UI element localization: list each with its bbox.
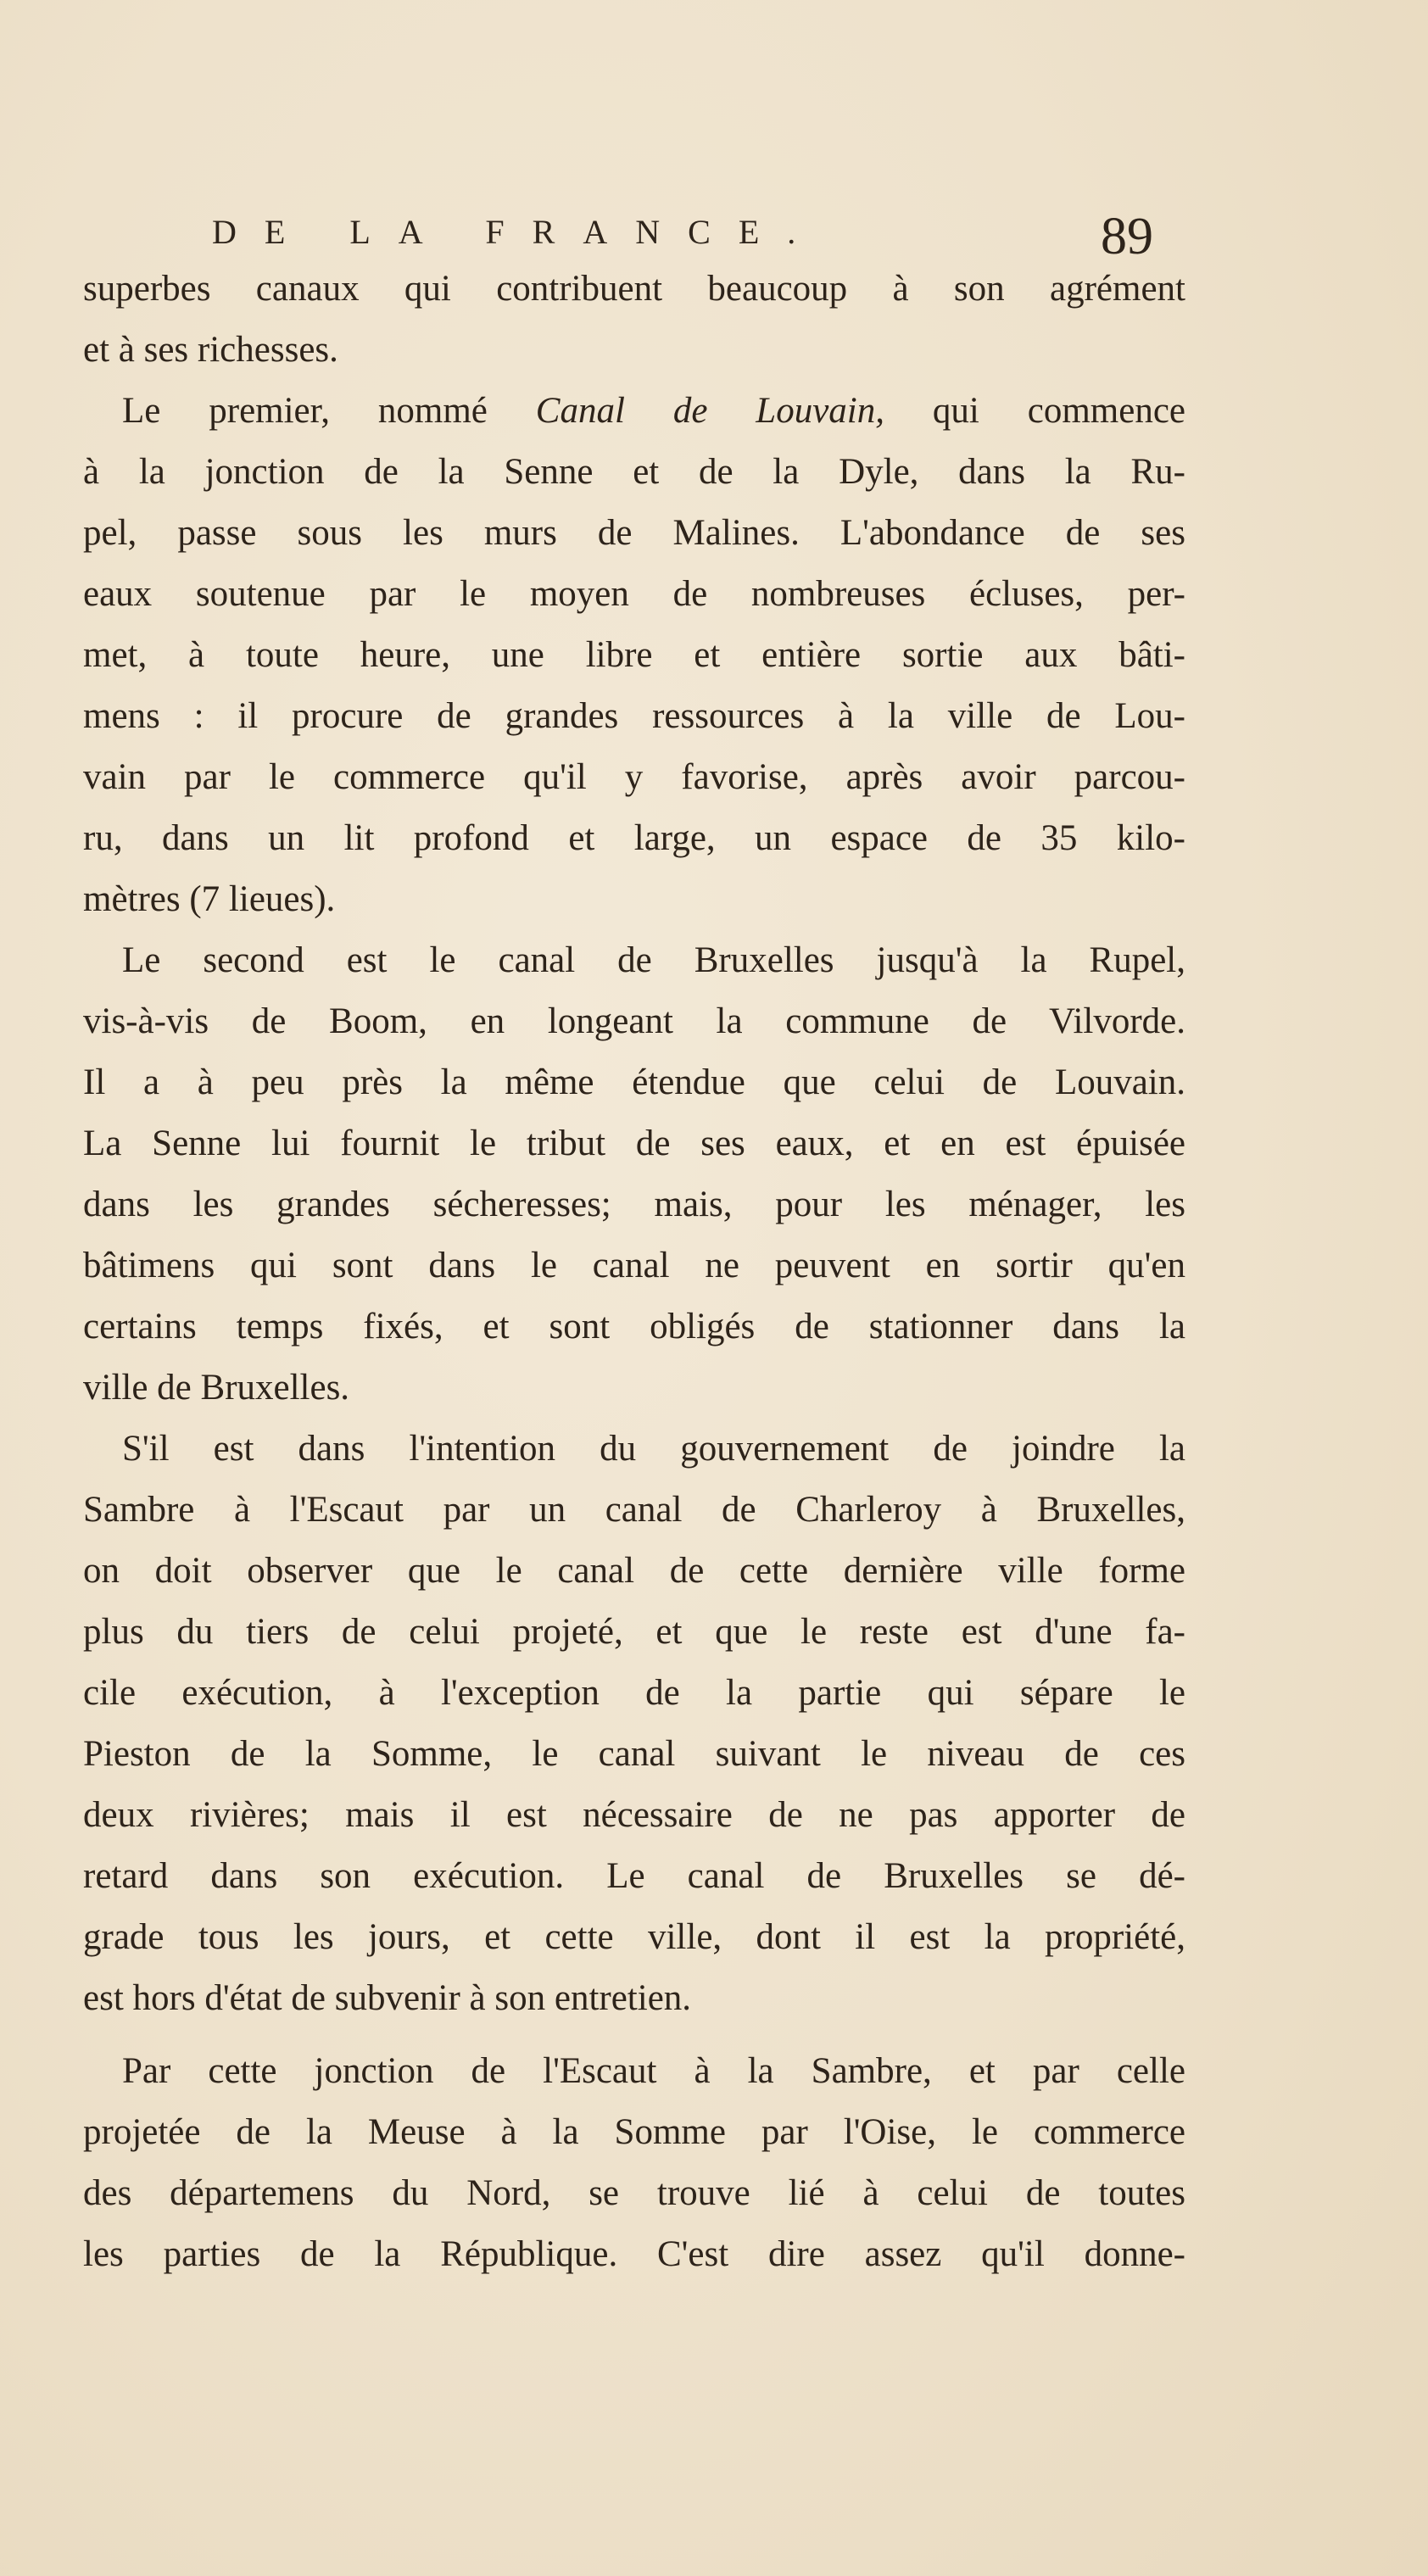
text-fragment: Le premier, nommé <box>122 391 536 431</box>
paragraph-4 <box>83 1419 1185 2029</box>
text-line: superbes canaux qui contribuent beaucoup à son agrément <box>83 269 1185 309</box>
text-line: deux rivières; mais il est nécessaire de ne pas apporter de <box>83 1795 1185 1835</box>
text-line: vis-à-vis de Boom, en longeant la commune de Vilvorde. <box>83 1001 1185 1041</box>
text-line: et à ses richesses. <box>83 330 338 370</box>
paragraph-1 <box>83 259 1185 381</box>
text-line: Par cette jonction de l'Escaut à la Sambre, et par celle <box>122 2051 1185 2091</box>
paragraph-2 <box>83 381 1185 930</box>
running-title: DE LA FRANCE. <box>212 213 824 251</box>
text-line: Sambre à l'Escaut par un canal de Charleroy à Bruxelles, <box>83 1490 1185 1530</box>
text-line: La Senne lui fournit le tribut de ses eaux, et en est épuisée <box>83 1124 1185 1163</box>
text-line: dans les grandes sécheresses; mais, pour les ménager, les <box>83 1185 1185 1224</box>
text-line: plus du tiers de celui projeté, et que le reste est d'une fa- <box>83 1612 1185 1652</box>
paragraph-3 <box>83 930 1185 1419</box>
text-line: grade tous les jours, et cette ville, dont il est la propriété, <box>83 1917 1185 1957</box>
text-line: ville de Bruxelles. <box>83 1368 350 1408</box>
text-line: les parties de la République. C'est dire assez qu'il donne- <box>83 2234 1185 2274</box>
text-line: bâtimens qui sont dans le canal ne peuvent en sortir qu'en <box>83 1246 1185 1285</box>
text-line: pel, passe sous les murs de Malines. L'abondance de ses <box>83 513 1185 553</box>
text-line: eaux soutenue par le moyen de nombreuses écluses, per- <box>83 574 1185 614</box>
text-line: projetée de la Meuse à la Somme par l'Oise, le commerce <box>83 2112 1185 2152</box>
text-line: vain par le commerce qu'il y favorise, après avoir parcou- <box>83 757 1185 797</box>
text-line: ru, dans un lit profond et large, un espace de 35 kilo- <box>83 818 1185 858</box>
paragraph-5 <box>83 2041 1185 2285</box>
text-line: Le second est le canal de Bruxelles jusqu'à la Rupel, <box>122 940 1185 980</box>
page-number: 89 <box>1101 208 1153 265</box>
text-line: est hors d'état de subvenir à son entretien. <box>83 1978 692 2018</box>
text-line: Pieston de la Somme, le canal suivant le niveau de ces <box>83 1734 1185 1774</box>
text-fragment: qui commence <box>884 391 1185 431</box>
text-line: certains temps fixés, et sont obligés de stationner dans la <box>83 1307 1185 1347</box>
paragraph-gap <box>83 2029 1185 2041</box>
text-line: cile exécution, à l'exception de la partie qui sépare le <box>83 1673 1185 1713</box>
text-line: des départemens du Nord, se trouve lié à celui de toutes <box>83 2173 1185 2213</box>
italic-canal-name: Canal de Louvain, <box>535 391 884 431</box>
running-head <box>0 208 1428 265</box>
text-line: met, à toute heure, une libre et entière sortie aux bâti- <box>83 635 1185 675</box>
text-line: à la jonction de la Senne et de la Dyle, dans la Ru- <box>83 452 1185 492</box>
text-line: retard dans son exécution. Le canal de Bruxelles se dé- <box>83 1856 1185 1896</box>
text-line: mens : il procure de grandes ressources à la ville de Lou- <box>83 696 1185 736</box>
text-line: S'il est dans l'intention du gouvernement de joindre la <box>122 1429 1185 1469</box>
text-line: Il a à peu près la même étendue que celui de Louvain. <box>83 1062 1185 1102</box>
text-line <box>83 381 1185 442</box>
body-text <box>83 259 1185 2285</box>
text-line: on doit observer que le canal de cette dernière ville forme <box>83 1551 1185 1591</box>
text-line: mètres (7 lieues). <box>83 879 336 919</box>
